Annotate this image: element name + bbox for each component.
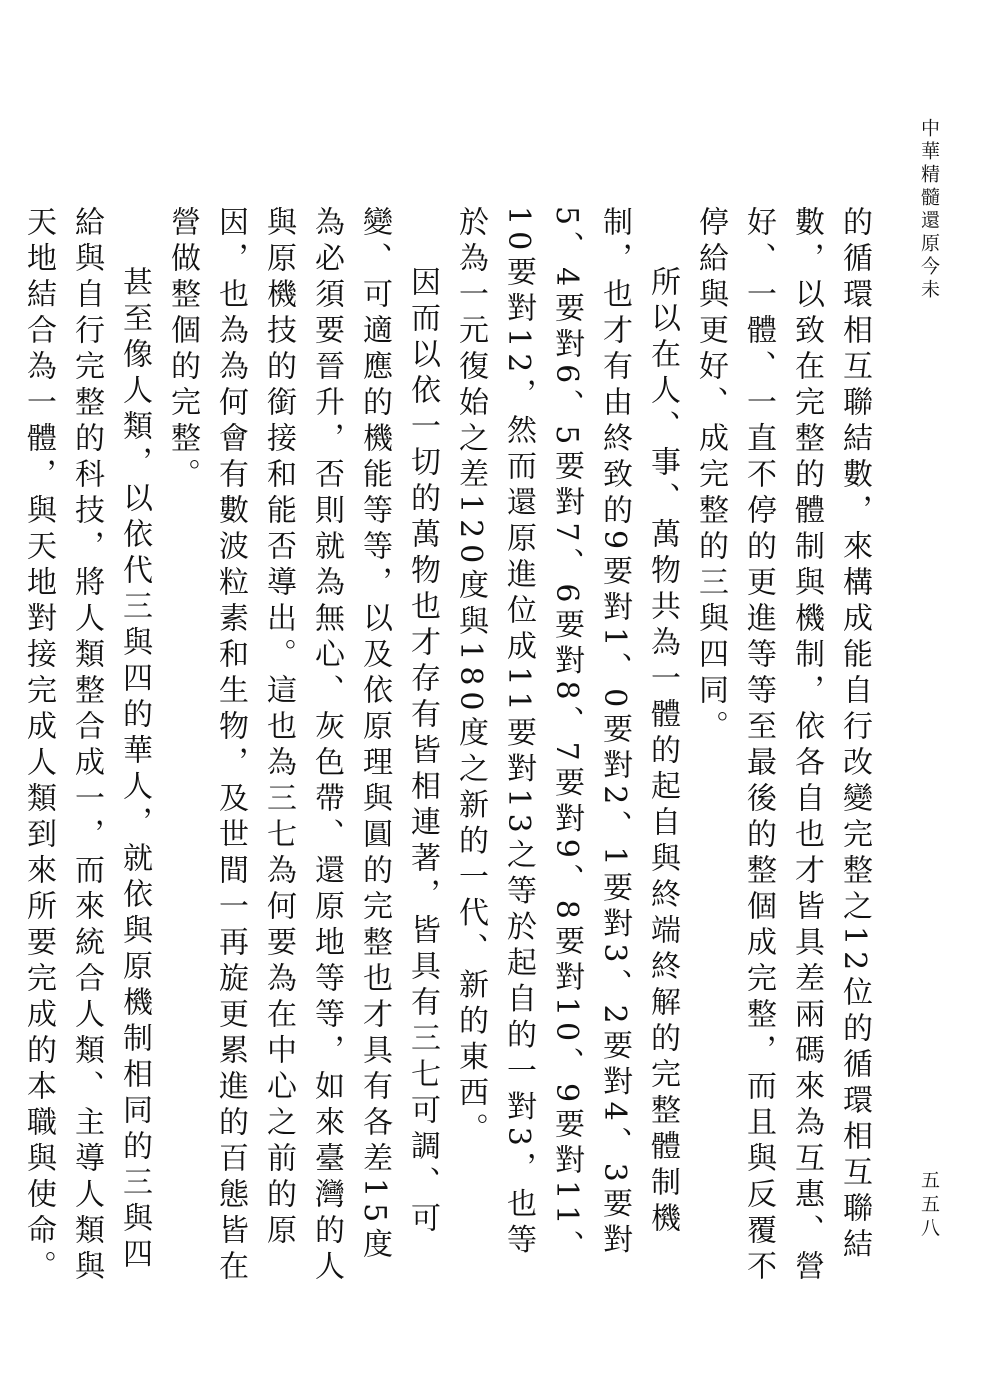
paragraph-1: 的循環相互聯結數，來構成能自行改變完整之12位的循環相互聯結數，以致在完整的體制與機制，依各自也才皆具差兩碼來為互惠、營好、一體、一直不停的更進等等至最後的整個成完整，而且與反覆不停給與更好、成完整的三與四同。: [693, 206, 872, 1286]
paragraph-2: 所以在人、事、萬物共為一體的起自與終端終解的完整體制機制，也才有由終致的9要對1、0要對2、1要對3、2要對4、3要對5、4要對6、5要對7、6要對8、7要對9、8要對10、9要對11、10要對12，然而還原進位成11要對13之等於起自的一對3，也等於為一元復始之差120度與180度之新的一代、新的東西。: [453, 206, 680, 1267]
body-text-column-block: [14, 206, 878, 1286]
paragraph-4: 甚至像人類，以依代三與四的華人，就依與原機制相同的三與四給與自行完整的科技，將人類整合成一，而來統合人類、主導人類與天地結合為一體，與天地對接完成人類到來所要完成的本職與使命。: [21, 206, 152, 1286]
page-number: 五五八: [918, 1170, 940, 1242]
running-header-title: 中華精髓還原今未: [918, 118, 940, 302]
paragraph-3: 因而以依一切的萬物也才存有皆相連著，皆具有三七可調、可變、可適應的機能等等，以及依原理與圓的完整也才具有各差15度為必須要晉升，否則就為無心、灰色帶、還原地等等，如來臺灣的人與原機技的銜接和能否導出。這也為三七為何要為在中心之前的原因，也為為何會有數波粒素和生物，及世間一再旋更累進的百態皆在營做整個的完整。: [165, 206, 440, 1286]
